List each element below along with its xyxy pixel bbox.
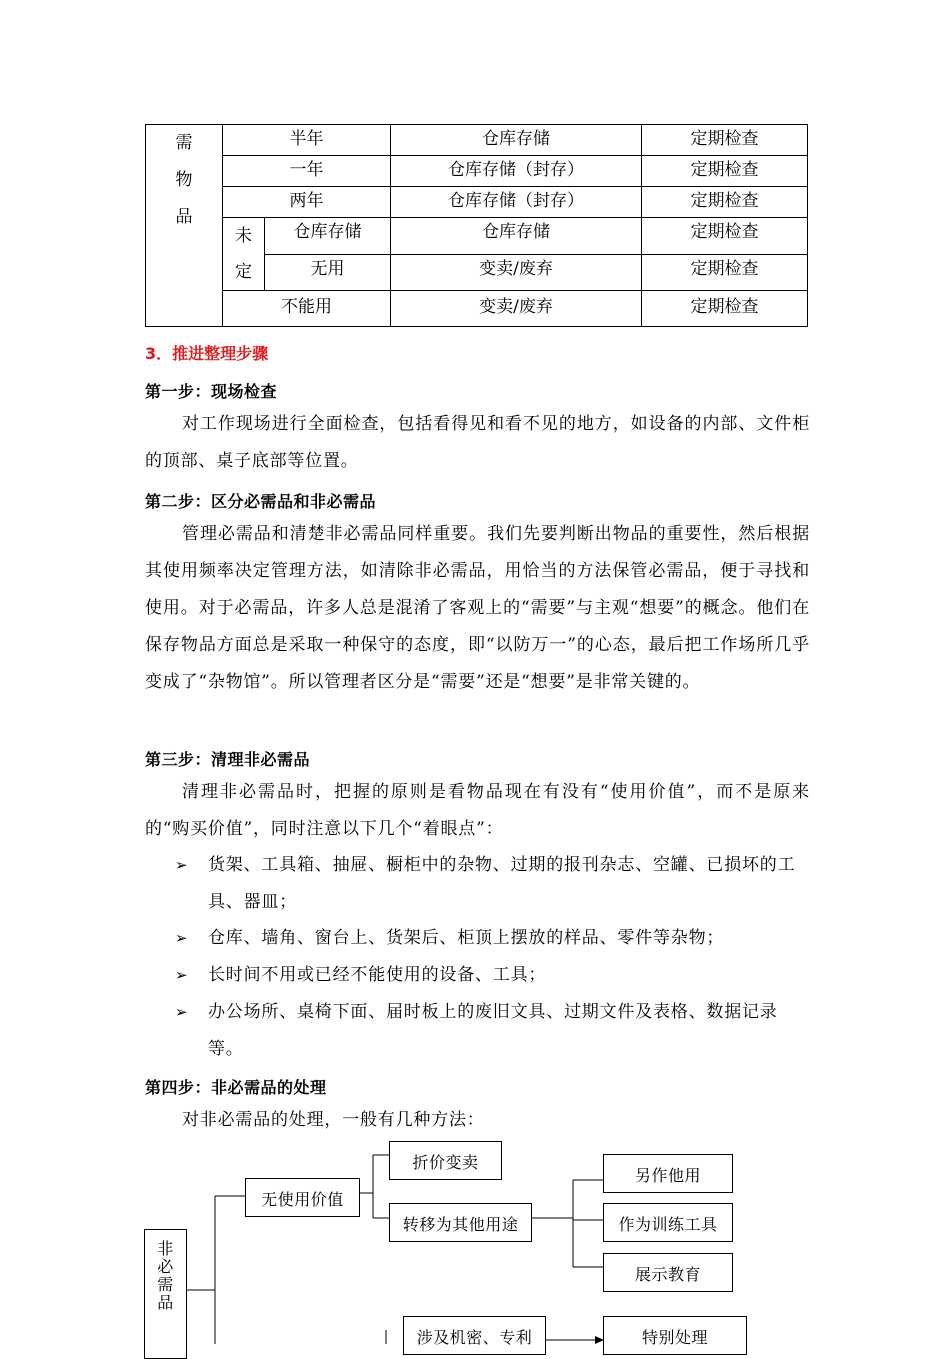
period-cell: 两年 xyxy=(223,187,391,218)
diagram-box-discount-sale: 折价变卖 xyxy=(389,1141,502,1180)
diagram-box-display-edu: 展示教育 xyxy=(603,1253,733,1292)
step2-heading: 第二步：区分必需品和非必需品 xyxy=(145,492,377,511)
period-cell: 仓库存储 xyxy=(265,218,391,255)
check-cell: 定期检查 xyxy=(642,291,808,327)
check-cell: 定期检查 xyxy=(642,254,808,291)
storage-cell: 仓库存储（封存） xyxy=(391,187,642,218)
check-cell: 定期检查 xyxy=(642,125,808,156)
check-cell: 定期检查 xyxy=(642,156,808,187)
diagram-box-no-value: 无使用价值 xyxy=(245,1178,360,1217)
diagram-box-other-use: 另作他用 xyxy=(603,1154,733,1193)
storage-cell: 变卖/废弃 xyxy=(391,254,642,291)
step4-paragraph: 对非必需品的处理，一般有几种方法： xyxy=(182,1110,485,1130)
diagram-box-training-tool: 作为训练工具 xyxy=(603,1203,733,1242)
section-heading: 3．推进整理步骤 xyxy=(145,344,269,363)
arrow-bullet-icon: ➢ xyxy=(175,1003,189,1021)
storage-cell: 仓库存储 xyxy=(391,125,642,156)
check-cell: 定期检查 xyxy=(642,218,808,255)
root-char: 必 xyxy=(157,1257,174,1276)
diagram-root-box xyxy=(144,1229,187,1359)
root-char: 需 xyxy=(157,1275,174,1294)
list-item-text: 办公场所、桌椅下面、届时板上的废旧文具、过期文件及表格、数据记录等。 xyxy=(208,1002,778,1059)
period-cell: 一年 xyxy=(223,156,391,187)
storage-cell: 变卖/废弃 xyxy=(391,291,642,327)
category-char: 需 xyxy=(175,133,193,153)
storage-cell: 仓库存储（封存） xyxy=(391,156,642,187)
list-item-text: 长时间不用或已经不能使用的设备、工具； xyxy=(208,965,547,985)
arrow-bullet-icon: ➢ xyxy=(175,929,189,947)
period-cell: 不能用 xyxy=(223,291,391,327)
step2-paragraph: 管理必需品和清楚非必需品同样重要。我们先要判断出物品的重要性，然后根据其使用频率决定管理方法，如清除非必需品，用恰当的方法保管必需品，便于寻找和使用。对于必需品，许多人总是混淆了客观上的“需要”与主观“想要”的概念。他们在保存物品方面总是采取一种保守的态度，即“以防万一”的心态，最后把工作场所几乎变成了“杂物馆”。所以管理者区分是“需要”还是“想要”是非常关键的。 xyxy=(145,524,810,692)
step1-heading: 第一步：现场检查 xyxy=(145,382,278,401)
diagram-box-confidential: 涉及机密、专利 xyxy=(403,1316,546,1355)
diagram-box-repurpose: 转移为其他用途 xyxy=(389,1203,532,1242)
step1-paragraph: 对工作现场进行全面检查，包括看得见和看不见的地方，如设备的内部、文件柜的顶部、桌子底部等位置。 xyxy=(145,414,810,471)
undecided-char: 未 xyxy=(235,226,252,246)
arrow-bullet-icon: ➢ xyxy=(175,966,189,984)
undecided-char: 定 xyxy=(235,262,252,282)
list-item-text: 货架、工具箱、抽屉、橱柜中的杂物、过期的报刊杂志、空罐、已损坏的工具、器皿； xyxy=(208,855,796,912)
arrow-bullet-icon: ➢ xyxy=(175,856,189,874)
diagram-box-special: 特别处理 xyxy=(603,1316,747,1355)
storage-cell: 仓库存储 xyxy=(391,218,642,255)
period-cell: 无用 xyxy=(265,254,391,291)
period-cell: 半年 xyxy=(223,125,391,156)
list-item-text: 仓库、墙角、窗台上、货架后、柜顶上摆放的样品、零件等杂物； xyxy=(208,928,725,948)
category-char: 物 xyxy=(175,170,193,190)
check-cell: 定期检查 xyxy=(642,187,808,218)
step4-heading: 第四步：非必需品的处理 xyxy=(145,1078,327,1097)
root-char: 非 xyxy=(157,1239,174,1258)
step3-paragraph: 清理非必需品时，把握的原则是看物品现在有没有“使用价值”，而不是原来的“购买价值”，同时注意以下几个“着眼点”： xyxy=(145,782,810,839)
category-char: 品 xyxy=(175,207,193,227)
root-char: 品 xyxy=(157,1293,174,1312)
step3-heading: 第三步：清理非必需品 xyxy=(145,750,311,769)
